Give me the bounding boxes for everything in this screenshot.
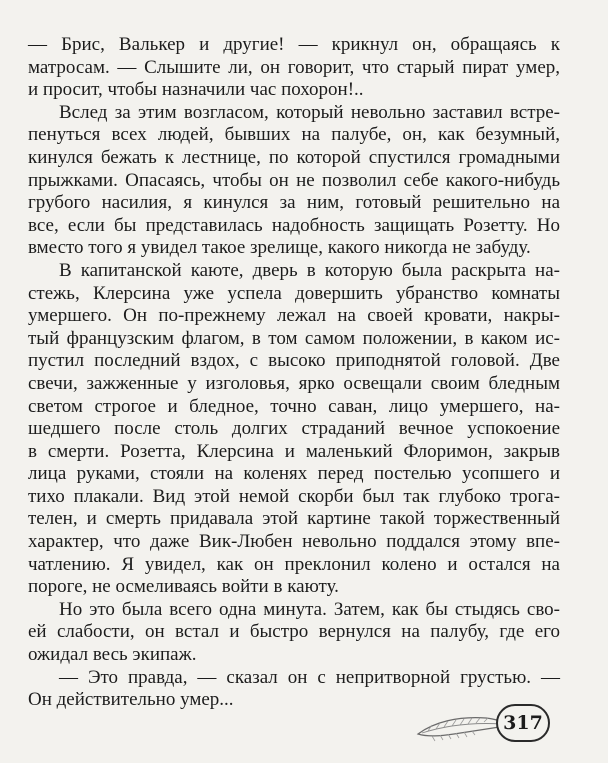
text-line: чатлению. Я увидел, как он преклонил колено и остался на [28,553,560,575]
text-line: тый французским флагом, в том самом положении, в каком ис- [28,327,560,349]
text-line: умершего. Он по-прежнему лежал на своей кровати, накры- [28,305,560,327]
text-line: пенуться всех людей, бывших на палубе, он, как безумный, [28,124,560,146]
text-line: грубого насилия, я кинулся за ним, готовый решительно на [28,192,560,214]
text-line: тихо плакали. Вид этой немой скорби был так глубоко трога- [28,485,560,507]
feather-ornament-icon [414,700,506,744]
page-number-badge [496,704,550,742]
text-line: Он действительно умер... [28,689,234,711]
text-line: кинулся бежать к лестнице, по которой спустился громадными [28,146,560,168]
text-line: все, если бы представилась надобность защищать Розетту. Но [28,214,560,236]
page-footer [400,690,600,750]
page-number: 317 [503,712,543,734]
text-line: в смерти. Розетта, Клерсина и маленький Флоримон, закрыв [28,440,560,462]
text-line: ей слабости, он встал и быстро вернулся на палубу, где его [28,621,560,643]
text-line: — Брис, Валькер и другие! — крикнул он, обращаясь к [28,34,560,55]
text-line: Вслед за этим возгласом, который невольно заставил встре- [59,101,560,123]
text-line: светом строгое и бледное, точно саван, лицо умершего, на- [28,395,560,417]
text-line: ожидал весь экипаж. [28,644,197,666]
text-line: характер, что даже Вик-Любен невольно поддался этому впе- [28,531,560,553]
text-line: и просит, чтобы назначили час похорон!.. [28,79,364,101]
text-line: лица руками, стояли на коленях перед постелью усопшего и [28,463,560,485]
text-line: В капитанской каюте, дверь в которую была раскрыта на- [59,259,560,281]
text-line: пустил последний вздох, с высоко приподнятой головой. Две [28,350,560,372]
text-line: прыжками. Опасаясь, чтобы он не позволил себе какого-нибудь [28,169,560,191]
text-line: телен, и смерть придавала этой картине такой торжественный [28,508,560,530]
text-line: свечи, зажженные у изголовья, ярко освещали своим бледным [28,372,560,394]
text-line: стежь, Клерсина уже успела довершить убранство комнаты [28,282,560,304]
text-line: — Это правда, — сказал он с непритворной грустью. — [59,666,560,688]
text-line: вместо того я увидел такое зрелище, какого никогда не забуду. [28,237,531,259]
text-line: пороге, не осмеливаясь войти в каюту. [28,576,339,598]
page-text [28,34,560,712]
text-line: шедшего после столь долгих страданий вечное успокоение [28,418,560,440]
text-line: матросам. — Слышите ли, он говорит, что старый пират умер, [28,56,560,78]
text-line: Но это была всего одна минута. Затем, как бы стыдясь сво- [59,598,560,620]
